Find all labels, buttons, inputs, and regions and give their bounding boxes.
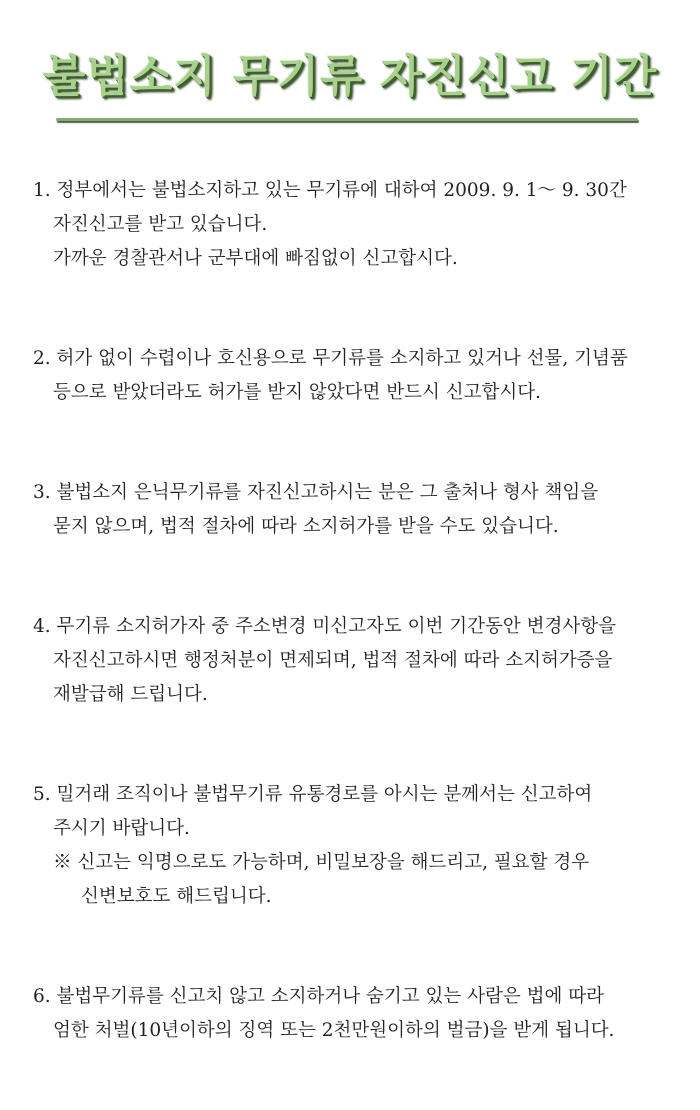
- notice-list: [33, 174, 683, 1048]
- page-title: 불법소지 무기류 자진신고 기간: [42, 51, 658, 102]
- title-underline: [56, 118, 638, 121]
- notice-line: 2. 허가 없이 수렵이나 호신용으로 무기류를 소지하고 있거나 선물, 기념품: [33, 348, 628, 369]
- notice-item-3: [33, 476, 683, 544]
- notice-line: 자진신고를 받고 있습니다.: [53, 214, 268, 235]
- notice-line: 묻지 않으며, 법적 절차에 따라 소지허가를 받을 수도 있습니다.: [53, 516, 559, 537]
- notice-item-6: [33, 980, 683, 1048]
- notice-line: 5. 밀거래 조직이나 불법무기류 유통경로를 아시는 분께서는 신고하여: [33, 784, 593, 805]
- notice-line: 3. 불법소지 은닉무기류를 자진신고하시는 분은 그 출처나 형사 책임을: [33, 482, 599, 503]
- notice-footnote-cont: 신변보호도 해드립니다.: [81, 886, 272, 907]
- notice-line: 가까운 경찰관서나 군부대에 빠짐없이 신고합시다.: [53, 248, 458, 269]
- notice-line: 6. 불법무기류를 신고치 않고 소지하거나 숨기고 있는 사람은 법에 따라: [33, 986, 604, 1007]
- notice-line: 등으로 받았더라도 허가를 받지 않았다면 반드시 신고합시다.: [53, 382, 541, 403]
- notice-line: 1. 정부에서는 불법소지하고 있는 무기류에 대하여 2009. 9. 1～ 9. 30간: [33, 180, 627, 201]
- notice-line: 엄한 처벌(10년이하의 징역 또는 2천만원이하의 벌금)을 받게 됩니다.: [53, 1020, 615, 1041]
- notice-line: 주시기 바랍니다.: [53, 818, 190, 839]
- notice-item-5: [33, 778, 683, 914]
- notice-item-4: [33, 610, 683, 712]
- notice-line: 자진신고하시면 행정처분이 면제되며, 법적 절차에 따라 소지허가증을: [53, 650, 613, 671]
- notice-item-1: [33, 174, 683, 276]
- title-banner: [0, 40, 700, 104]
- notice-footnote: ※ 신고는 익명으로도 가능하며, 비밀보장을 해드리고, 필요할 경우: [53, 852, 590, 873]
- notice-item-2: [33, 342, 683, 410]
- notice-line: 재발급해 드립니다.: [53, 684, 208, 705]
- notice-line: 4. 무기류 소지허가자 중 주소변경 미신고자도 이번 기간동안 변경사항을: [33, 616, 616, 637]
